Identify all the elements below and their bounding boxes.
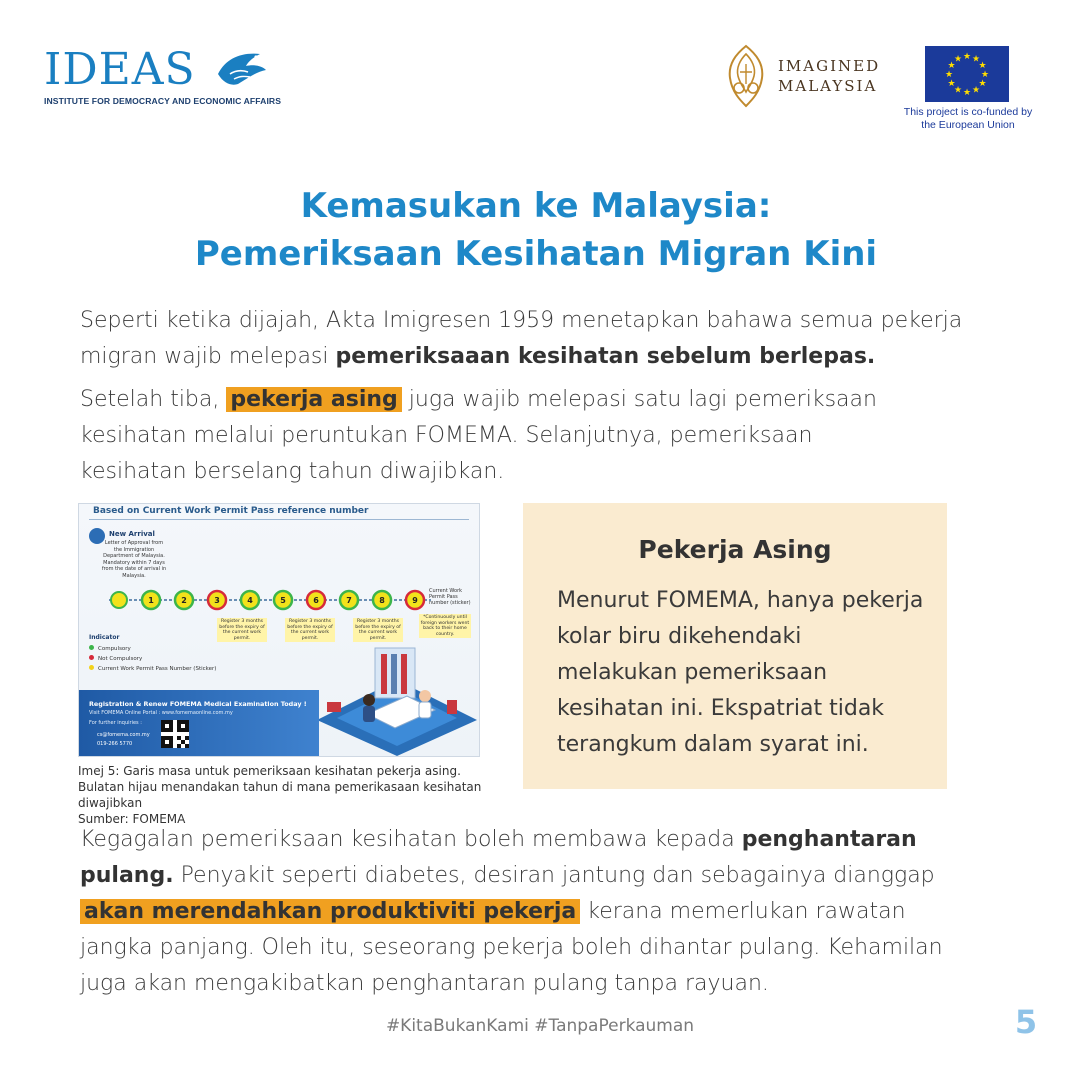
figure-caption (78, 763, 498, 827)
imagined-line2: MALAYSIA (778, 77, 878, 95)
svg-text:★: ★ (962, 88, 972, 98)
paragraph-3-mid: Penyakit seperti diabetes, desiran jantung dan sebagainya dianggap (173, 863, 935, 888)
indicator-label-sticker: Current Work Permit Pass Number (Sticker) (98, 666, 217, 672)
svg-text:★: ★ (980, 70, 990, 80)
indicator-title: Indicator (89, 634, 120, 641)
eu-caption (893, 106, 1043, 132)
timeline-step-label-6: 6 (313, 596, 319, 605)
new-arrival-title: New Arrival (109, 530, 155, 538)
ideas-wordmark: IDEAS (44, 44, 196, 95)
timeline-step-label-9: 9 (412, 596, 418, 605)
imagined-malaysia-logo (722, 44, 880, 108)
batik-ornament-icon (722, 44, 770, 108)
fomema-timeline-figure (78, 503, 480, 757)
figure-header: Based on Current Work Permit Pass reference number (93, 506, 369, 516)
svg-text:★: ★ (971, 54, 981, 65)
paragraph-3-pre: Kegagalan pemeriksaan kesihatan boleh membawa kepada (80, 827, 742, 852)
svg-text:★: ★ (953, 54, 963, 65)
hashtags: #KitaBukanKami #TanpaPerkauman (385, 1016, 695, 1036)
eu-stars-icon (925, 46, 1009, 102)
highlight-produktiviti: akan merendahkan produktiviti pekerja (80, 899, 580, 924)
indicator-label-not-compulsory: Not Compulsory (98, 656, 143, 662)
pekerja-asing-box (523, 503, 947, 789)
phone-text: 019-266 5770 (97, 741, 133, 747)
eu-flag (925, 46, 1009, 102)
continuously-note: *Continuously until foreign workers went back to their home country. (420, 615, 470, 637)
qr-code-icon (161, 720, 189, 748)
email-text: cs@fomema.com.my (97, 732, 150, 738)
svg-text:★: ★ (962, 52, 972, 62)
highlight-pekerja-asing: pekerja asing (226, 387, 401, 412)
figure-source: Sumber: FOMEMA (78, 812, 186, 826)
registration-title: Registration & Renew FOMEMA Medical Examination Today ! (89, 700, 307, 708)
svg-text:★: ★ (971, 85, 981, 96)
timeline-step-label-4: 4 (247, 596, 253, 605)
timeline-step-label-5: 5 (280, 596, 286, 605)
indicator-item-not-compulsory (89, 654, 216, 664)
ideas-subtitle: INSTITUTE FOR DEMOCRACY AND ECONOMIC AFFAIRS (44, 96, 282, 106)
paragraph-2 (80, 382, 900, 490)
paragraph-1-bold: pemeriksaaan kesihatan sebelum berlepas. (335, 344, 876, 369)
box-body: Menurut FOMEMA, hanya pekerja kolar biru dikehendaki melakukan pemeriksaan kesihatan ini. Ekspatriat tidak terangkum dalam syarat ini. (557, 588, 924, 757)
inquiries-text: For further inquiries : (89, 720, 142, 726)
paragraph-2-post: juga wajib melepasi satu lagi pemeriksaan kesihatan melalui peruntukan FOMEMA. Selanjutnya, pemeriksaan kesihatan berselang tahun diwajibkan. (80, 387, 877, 484)
paragraph-1 (80, 303, 1010, 375)
end-label: Current Work Permit Pass number (sticker) (429, 588, 471, 606)
portal-text: Visit FOMEMA Online Portal : www.fomemaonline.com.my (89, 710, 233, 716)
timeline-step-label-2: 2 (181, 596, 187, 605)
register-note-1: Register 3 months before the expiry of the current work permit. (217, 618, 267, 642)
register-note-2: Register 3 months before the expiry of the current work permit. (285, 618, 335, 642)
figure-header-line (89, 519, 469, 520)
paragraph-3 (80, 822, 980, 1002)
svg-text:★: ★ (978, 79, 987, 89)
indicator-list (89, 644, 216, 674)
paragraph-1-text: Seperti ketika dijajah, Akta Imigresen 1959 menetapkan bahawa semua pekerja migran wajib melepasi (80, 308, 963, 369)
paragraph-2-pre: Setelah tiba, (80, 387, 227, 412)
page-title (100, 182, 972, 278)
eu-caption-line1: This project is co-funded by (903, 106, 1033, 118)
svg-text:★: ★ (944, 70, 954, 80)
indicator-label-compulsory: Compulsory (98, 646, 131, 652)
indicator-item-compulsory (89, 644, 216, 654)
new-arrival-text: Letter of Approval from the Immigration Department of Malaysia. Mandatory within 7 days from the date of arrival in Malaysia. (101, 540, 167, 579)
box-title: Pekerja Asing (638, 535, 832, 564)
paragraph-3-post: kerana memerlukan rawatan jangka panjang. Oleh itu, seseorang pekerja boleh dihantar pulang. Kehamilan juga akan mengakibatkan penghantaran pulang tanpa rayuan. (80, 899, 943, 996)
start-circle (111, 592, 127, 608)
indicator-dot-not-compulsory (89, 655, 94, 660)
imagined-line1: IMAGINED (778, 57, 881, 75)
title-line2: Pemeriksaan Kesihatan Migran Kini (194, 234, 878, 274)
timeline-step-label-3: 3 (214, 596, 220, 605)
page-number: 5 (1014, 1003, 1038, 1041)
eu-caption-line2: the European Union (921, 119, 1015, 131)
clinic-illustration (307, 640, 479, 756)
timeline-steps (142, 591, 424, 609)
indicator-item-sticker (89, 664, 216, 674)
title-line1: Kemasukan ke Malaysia: (300, 186, 772, 226)
timeline-step-label-1: 1 (148, 596, 154, 605)
svg-text:★: ★ (953, 85, 963, 96)
timeline-step-label-8: 8 (379, 596, 385, 605)
indicator-dot-sticker (89, 665, 94, 670)
ideas-logo (44, 44, 282, 106)
svg-text:★: ★ (947, 61, 956, 71)
register-note-3: Register 3 months before the expiry of the current work permit. (353, 618, 403, 642)
svg-text:★: ★ (947, 79, 956, 89)
ideas-bird-icon (212, 44, 268, 94)
paragraph-3-bold: penghantaran pulang. (80, 827, 917, 888)
imagined-malaysia-text (778, 56, 880, 96)
timeline-step-label-7: 7 (346, 596, 352, 605)
svg-text:★: ★ (978, 61, 987, 71)
indicator-dot-compulsory (89, 645, 94, 650)
figure-caption-text: Imej 5: Garis masa untuk pemeriksaan kesihatan pekerja asing. Bulatan hijau menandakan tahun di mana pemerikasaan kesihatan diwajibkan (78, 764, 482, 810)
